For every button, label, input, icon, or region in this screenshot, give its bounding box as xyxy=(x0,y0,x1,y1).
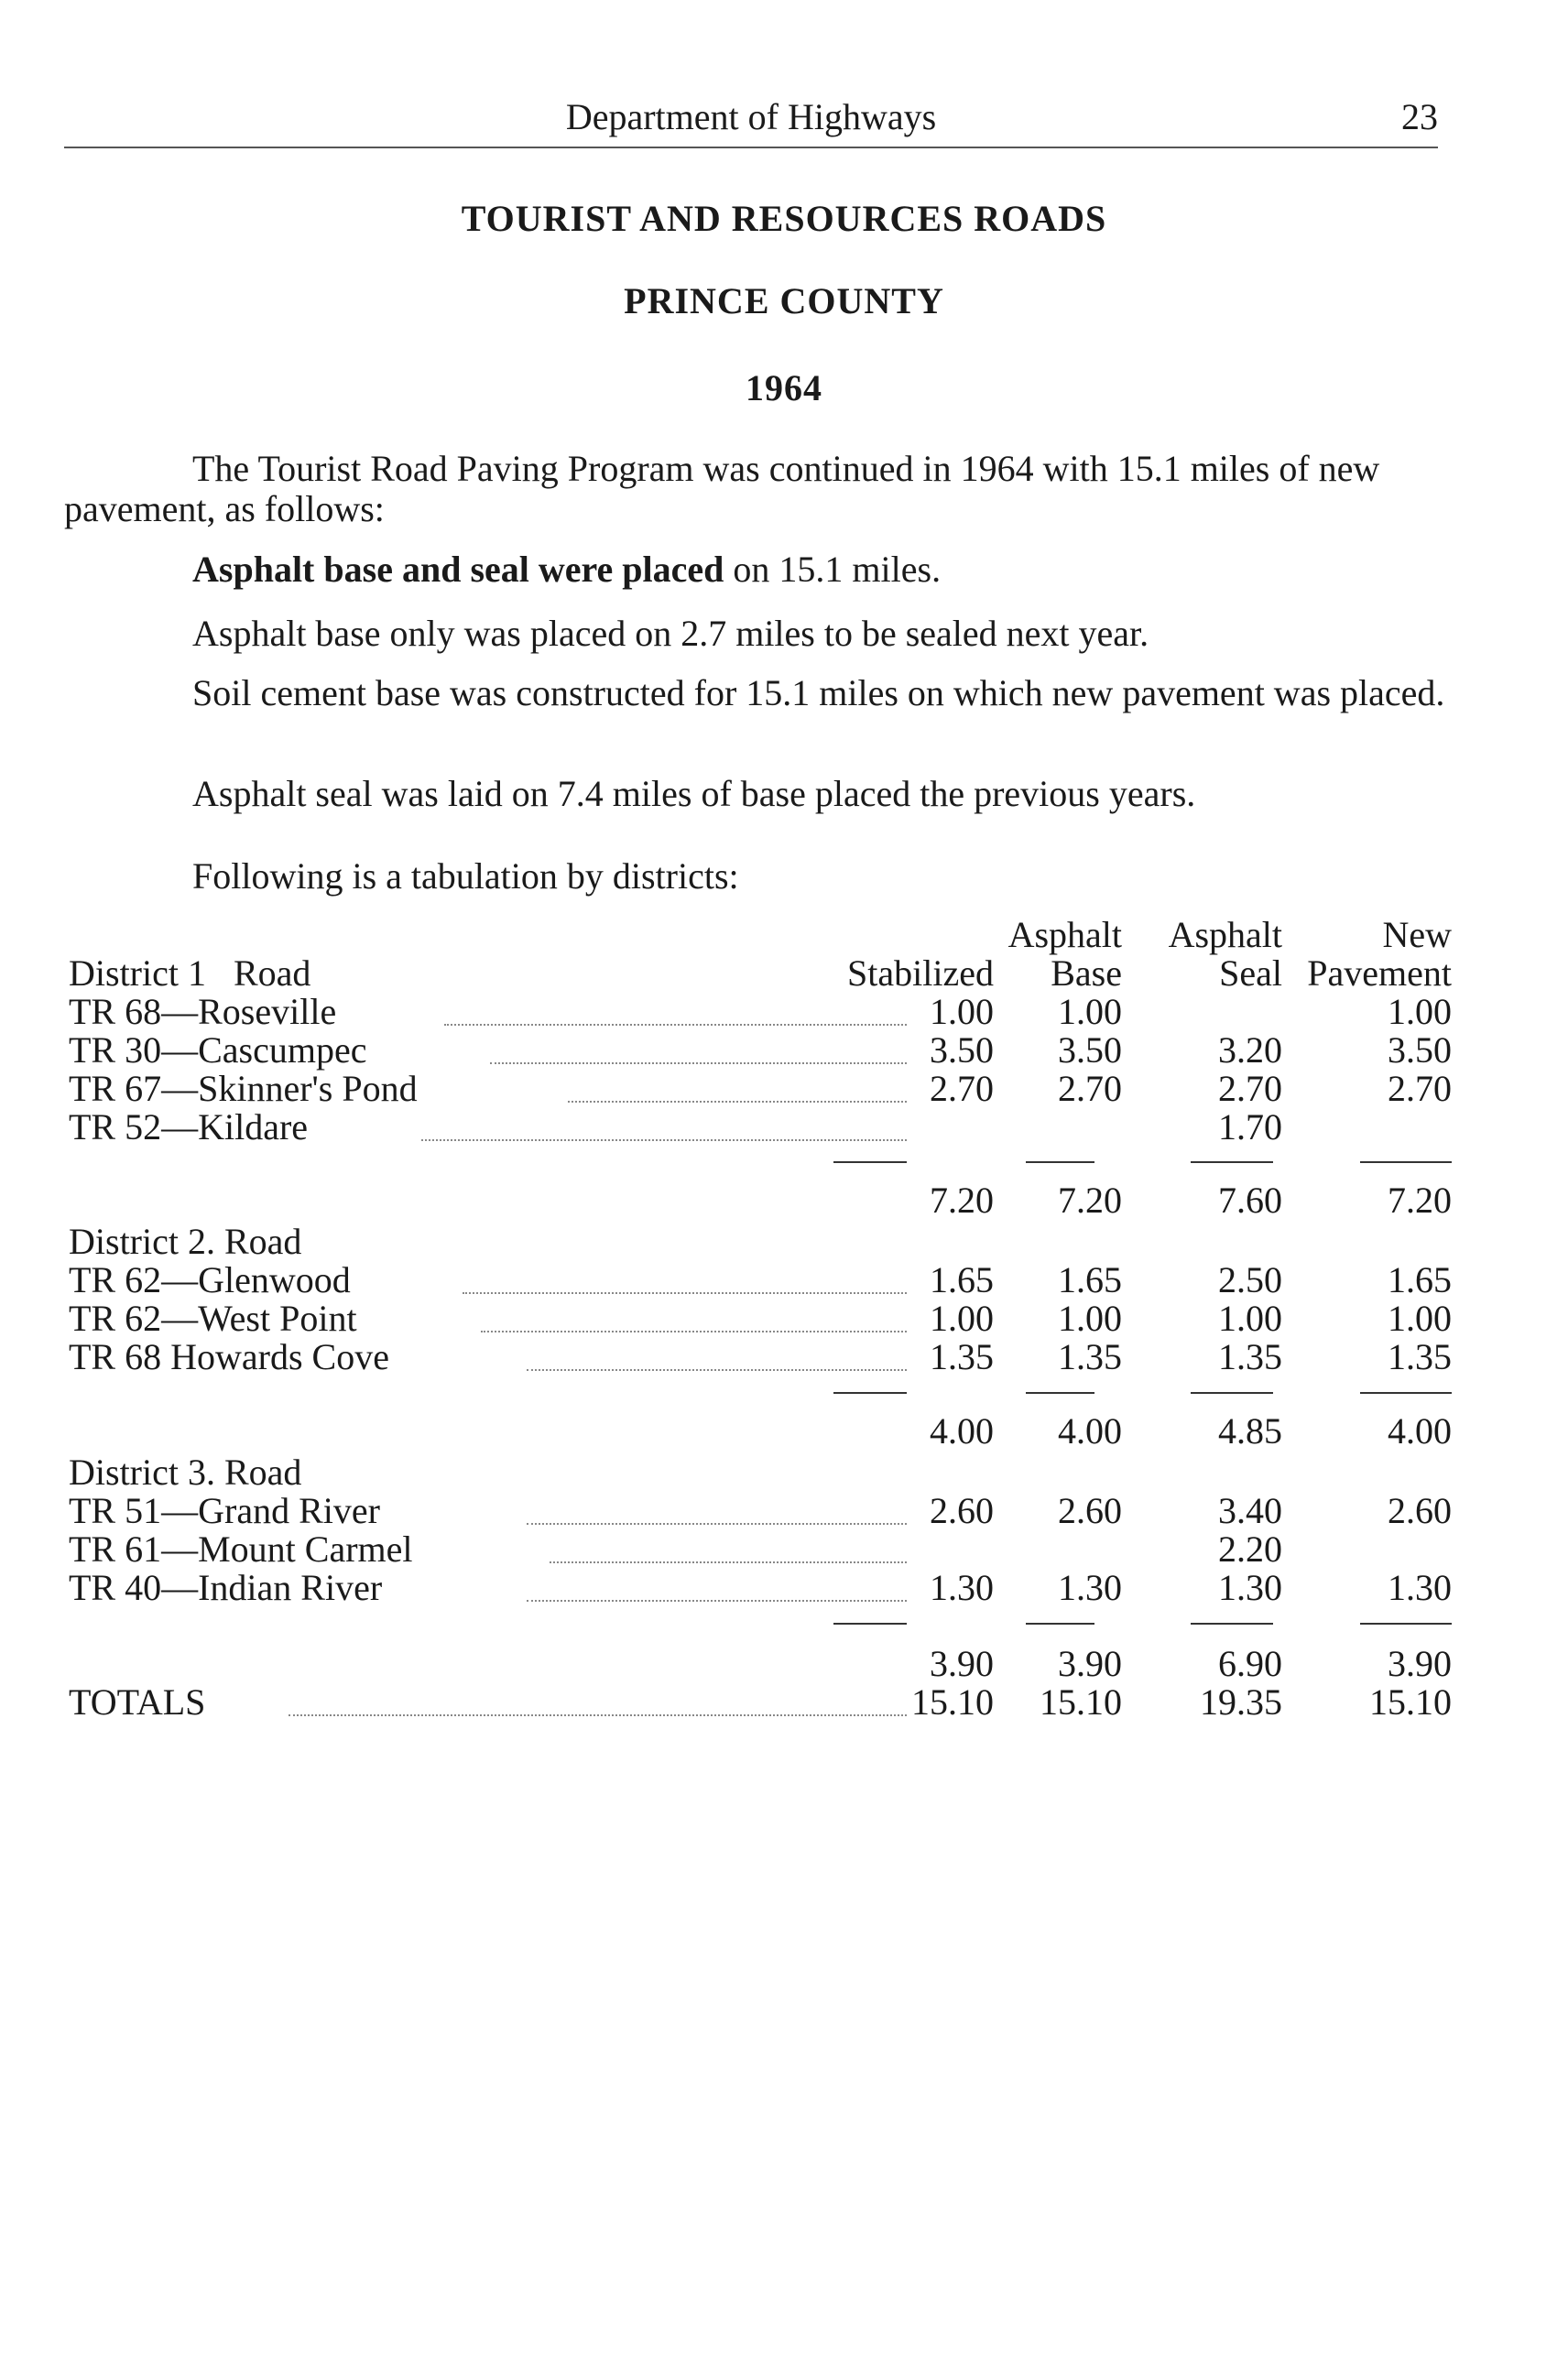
district-1-label: District 1 Road xyxy=(69,952,311,994)
section-title: TOURIST AND RESOURCES ROADS xyxy=(461,198,1107,239)
pavement-value: 1.65 xyxy=(1388,1259,1452,1300)
table-row xyxy=(69,1492,1452,1530)
table-row xyxy=(69,1031,1452,1070)
pavement-value: 1.35 xyxy=(1388,1336,1452,1377)
base-value: 2.70 xyxy=(1058,1068,1122,1109)
col-header-top-base: Asphalt xyxy=(1007,914,1122,955)
table-row xyxy=(69,1070,1452,1108)
total-stabilized: 15.10 xyxy=(911,1681,994,1723)
dot-leader xyxy=(444,1024,907,1026)
road-name: TR 68—Roseville xyxy=(69,991,337,1032)
dot-leader xyxy=(490,1062,907,1064)
stabilized-value: 1.00 xyxy=(930,1298,994,1339)
seal-value: 2.20 xyxy=(1218,1528,1282,1570)
stabilized-value: 2.70 xyxy=(930,1068,994,1109)
district-3-label: District 3. Road xyxy=(69,1452,302,1493)
subtotal-base: 4.00 xyxy=(1058,1410,1122,1452)
road-name: TR 40—Indian River xyxy=(69,1567,383,1608)
base-value: 1.00 xyxy=(1058,1298,1122,1339)
subtotal-stabilized: 4.00 xyxy=(930,1410,994,1452)
road-name: TR 30—Cascumpec xyxy=(69,1029,367,1071)
stabilized-value: 1.00 xyxy=(930,991,994,1032)
road-name: TR 62—West Point xyxy=(69,1298,357,1339)
base-value: 1.30 xyxy=(1058,1567,1122,1608)
subtotal-stabilized: 7.20 xyxy=(930,1180,994,1221)
stabilized-value: 1.30 xyxy=(930,1567,994,1608)
subtotal-rule xyxy=(1026,1161,1094,1163)
seal-value: 3.40 xyxy=(1218,1490,1282,1531)
dot-leader xyxy=(527,1369,907,1371)
subtotal-seal: 4.85 xyxy=(1218,1410,1282,1452)
dot-leader xyxy=(568,1101,907,1103)
page-number: 23 xyxy=(1401,96,1438,137)
col-header-top-seal: Asphalt xyxy=(1168,914,1282,955)
subtotal-pavement: 4.00 xyxy=(1388,1410,1452,1452)
subtotal-rule xyxy=(1026,1392,1094,1394)
col-header-stabilized: Stabilized xyxy=(847,952,994,994)
seal-value: 1.70 xyxy=(1218,1106,1282,1147)
base-value: 1.35 xyxy=(1058,1336,1122,1377)
dot-leader xyxy=(481,1331,907,1332)
col-header-seal: Seal xyxy=(1219,952,1282,994)
subtotal-row xyxy=(69,1181,1452,1220)
table-row xyxy=(69,1530,1452,1569)
totals-label: TOTALS xyxy=(69,1681,206,1723)
paragraph-1 xyxy=(192,549,1447,590)
seal-value: 2.70 xyxy=(1218,1068,1282,1109)
subtotal-pavement: 7.20 xyxy=(1388,1180,1452,1221)
paragraph-2: Asphalt base only was placed on 2.7 miles to be sealed next year. xyxy=(192,613,1149,654)
total-seal: 19.35 xyxy=(1200,1681,1282,1723)
dot-leader xyxy=(527,1600,907,1602)
dot-leader xyxy=(463,1292,907,1294)
subtotal-stabilized: 3.90 xyxy=(930,1643,994,1684)
subtotal-rule xyxy=(1360,1623,1452,1625)
table-row xyxy=(69,1569,1452,1607)
county-title: PRINCE COUNTY xyxy=(624,280,944,321)
pavement-value: 2.60 xyxy=(1388,1490,1452,1531)
subtotal-rule xyxy=(1191,1623,1273,1625)
running-header xyxy=(64,92,1438,148)
tabulation-intro: Following is a tabulation by districts: xyxy=(192,855,739,897)
dot-leader xyxy=(527,1523,907,1525)
subtotal-rule xyxy=(1360,1392,1452,1394)
seal-value: 1.35 xyxy=(1218,1336,1282,1377)
table-header-bottom xyxy=(69,954,1452,993)
paragraph-3: Soil cement base was constructed for 15.1 miles on which new pavement was placed. xyxy=(192,672,1445,713)
subtotal-base: 7.20 xyxy=(1058,1180,1122,1221)
subtotal-pavement: 3.90 xyxy=(1388,1643,1452,1684)
subtotal-seal: 7.60 xyxy=(1218,1180,1282,1221)
seal-value: 1.30 xyxy=(1218,1567,1282,1608)
dot-leader xyxy=(421,1139,907,1141)
pavement-value: 2.70 xyxy=(1388,1068,1452,1109)
subtotal-rule xyxy=(833,1392,907,1394)
paragraph-1-bold: Asphalt base and seal were placed xyxy=(192,549,724,590)
header-rule xyxy=(64,147,1438,148)
base-value: 1.00 xyxy=(1058,991,1122,1032)
table-header-top xyxy=(69,916,1452,954)
col-header-pavement: Pavement xyxy=(1307,952,1452,994)
road-name: TR 68 Howards Cove xyxy=(69,1336,389,1377)
pavement-value: 1.30 xyxy=(1388,1567,1452,1608)
pavement-value: 1.00 xyxy=(1388,1298,1452,1339)
dot-leader xyxy=(550,1561,907,1563)
table-row xyxy=(69,1261,1452,1300)
stabilized-value: 1.65 xyxy=(930,1259,994,1300)
pavement-value: 3.50 xyxy=(1388,1029,1452,1071)
district-3-header xyxy=(69,1453,1452,1492)
district-2-header xyxy=(69,1223,1452,1261)
base-value: 3.50 xyxy=(1058,1029,1122,1071)
district-2-label: District 2. Road xyxy=(69,1221,302,1262)
seal-value: 2.50 xyxy=(1218,1259,1282,1300)
subtotal-row xyxy=(69,1412,1452,1451)
subtotal-rule xyxy=(1026,1623,1094,1625)
pavement-value: 1.00 xyxy=(1388,991,1452,1032)
subtotal-rule xyxy=(1191,1392,1273,1394)
table-row xyxy=(69,1338,1452,1376)
intro-paragraph: The Tourist Road Paving Program was continued in 1964 with 15.1 miles of new pavement, as follows: xyxy=(64,448,1380,529)
table-row xyxy=(69,1300,1452,1338)
subtotal-rule xyxy=(1191,1161,1273,1163)
total-pavement: 15.10 xyxy=(1369,1681,1452,1723)
road-name: TR 67—Skinner's Pond xyxy=(69,1068,418,1109)
subtotal-base: 3.90 xyxy=(1058,1643,1122,1684)
road-name: TR 62—Glenwood xyxy=(69,1259,351,1300)
subtotal-row xyxy=(69,1645,1452,1683)
table-row xyxy=(69,1108,1452,1147)
header-title: Department of Highways xyxy=(565,96,937,137)
paragraph-1-text: on 15.1 miles. xyxy=(724,549,942,590)
stabilized-value: 3.50 xyxy=(930,1029,994,1071)
road-name: TR 61—Mount Carmel xyxy=(69,1528,413,1570)
road-name: TR 52—Kildare xyxy=(69,1106,309,1147)
subtotal-rule xyxy=(1360,1161,1452,1163)
totals-row xyxy=(69,1683,1452,1722)
base-value: 2.60 xyxy=(1058,1490,1122,1531)
paragraph-4: Asphalt seal was laid on 7.4 miles of base placed the previous years. xyxy=(192,773,1196,814)
seal-value: 3.20 xyxy=(1218,1029,1282,1071)
subtotal-seal: 6.90 xyxy=(1218,1643,1282,1684)
col-header-base: Base xyxy=(1051,952,1122,994)
stabilized-value: 2.60 xyxy=(930,1490,994,1531)
subtotal-rule xyxy=(833,1161,907,1163)
subtotal-rule xyxy=(833,1623,907,1625)
col-header-top-pavement: New xyxy=(1382,914,1452,955)
dot-leader xyxy=(289,1714,907,1716)
road-name: TR 51—Grand River xyxy=(69,1490,380,1531)
stabilized-value: 1.35 xyxy=(930,1336,994,1377)
base-value: 1.65 xyxy=(1058,1259,1122,1300)
table-row xyxy=(69,993,1452,1031)
seal-value: 1.00 xyxy=(1218,1298,1282,1339)
year-title: 1964 xyxy=(746,367,822,408)
total-base: 15.10 xyxy=(1040,1681,1122,1723)
